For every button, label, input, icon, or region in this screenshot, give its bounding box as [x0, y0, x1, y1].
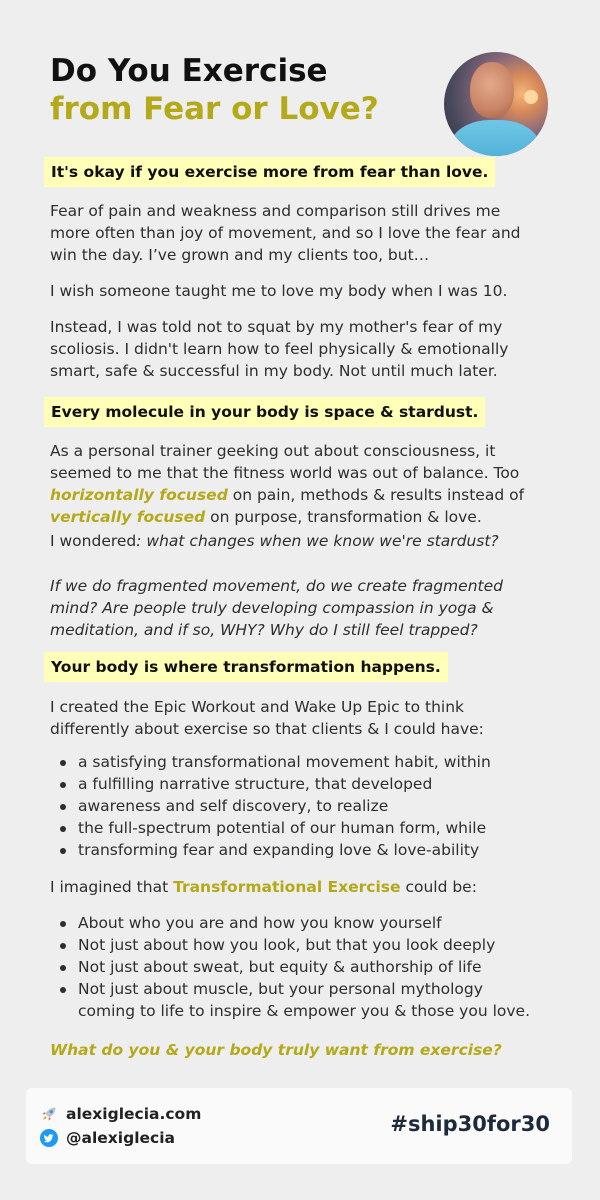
twitter-row[interactable] [40, 1127, 175, 1149]
accent-transformational-exercise: Transformational Exercise [173, 878, 401, 896]
page-title [50, 52, 379, 128]
list-item: About who you are and how you know yourself [58, 912, 530, 934]
title-line-2: from Fear or Love? [50, 91, 379, 127]
twitter-bird-icon [40, 1129, 58, 1147]
paragraph-scoliosis: Instead, I was told not to squat by my mother's fear of my scoliosis. I didn't learn how to feel physically & emotionally smart, safe & successful in my body. Not until much later. [50, 318, 509, 380]
paragraph-epic-workout: I created the Epic Workout and Wake Up Epic to think differently about exercise so that clients & I could have: [50, 698, 484, 738]
closing-question: What do you & your body truly want from exercise? [50, 1041, 502, 1059]
highlight-stardust: Every molecule in your body is space & stardust. [44, 397, 485, 427]
accent-horizontally-focused: horizontally focused [50, 486, 228, 504]
avatar [444, 52, 548, 156]
paragraph-fragmented: If we do fragmented movement, do we create fragmented mind? Are people truly developing compassion in yoga & meditation, and if so, WHY? Why do I still feel trapped? [50, 577, 503, 639]
benefits-list [58, 751, 491, 861]
list-item: the full-spectrum potential of our human form, while [58, 817, 491, 839]
avatar-head [470, 62, 514, 118]
title-line-1: Do You Exercise [50, 53, 328, 89]
avatar-shirt [450, 120, 540, 156]
paragraph-imagined: I imagined that Transformational Exercise could be: [50, 878, 477, 896]
sunset-sun [524, 90, 538, 104]
highlight-fear-love: It's okay if you exercise more from fear than love. [44, 157, 495, 187]
list-item: Not just about muscle, but your personal mythology coming to life to inspire & empower you & those you love. [58, 978, 530, 1022]
website-row[interactable] [40, 1103, 201, 1125]
list-item: a fulfilling narrative structure, that developed [58, 773, 491, 795]
paragraph-wish: I wish someone taught me to love my body when I was 10. [50, 282, 508, 300]
twitter-handle-link[interactable]: @alexiglecia [66, 1129, 175, 1147]
list-item: transforming fear and expanding love & love-ability [58, 839, 491, 861]
list-item: awareness and self discovery, to realize [58, 795, 491, 817]
list-item: Not just about how you look, but that you look deeply [58, 934, 530, 956]
accent-vertically-focused: vertically focused [50, 508, 206, 526]
paragraph-wondered: I wondered: what changes when we know we're stardust? [50, 532, 499, 550]
footer-card [26, 1088, 572, 1164]
paragraph-fear: Fear of pain and weakness and comparison still drives me more often than joy of movement, and so I love the fear and win the day. I’ve grown and my clients too, but… [50, 202, 521, 264]
website-link[interactable]: alexiglecia.com [66, 1105, 202, 1123]
paragraph-trainer: As a personal trainer geeking out about consciousness, it seemed to me that the fitness world was out of balance. Too horizontally focused on pain, methods & results instead of vertically focused on purpose, transformation & love. [50, 442, 525, 526]
hashtag: #ship30for30 [390, 1112, 550, 1136]
list-item: a satisfying transformational movement habit, within [58, 751, 491, 773]
rocket-icon [40, 1105, 58, 1123]
exercise-could-be-list [58, 912, 530, 1022]
highlight-transformation: Your body is where transformation happens. [44, 652, 448, 682]
list-item: Not just about sweat, but equity & authorship of life [58, 956, 530, 978]
